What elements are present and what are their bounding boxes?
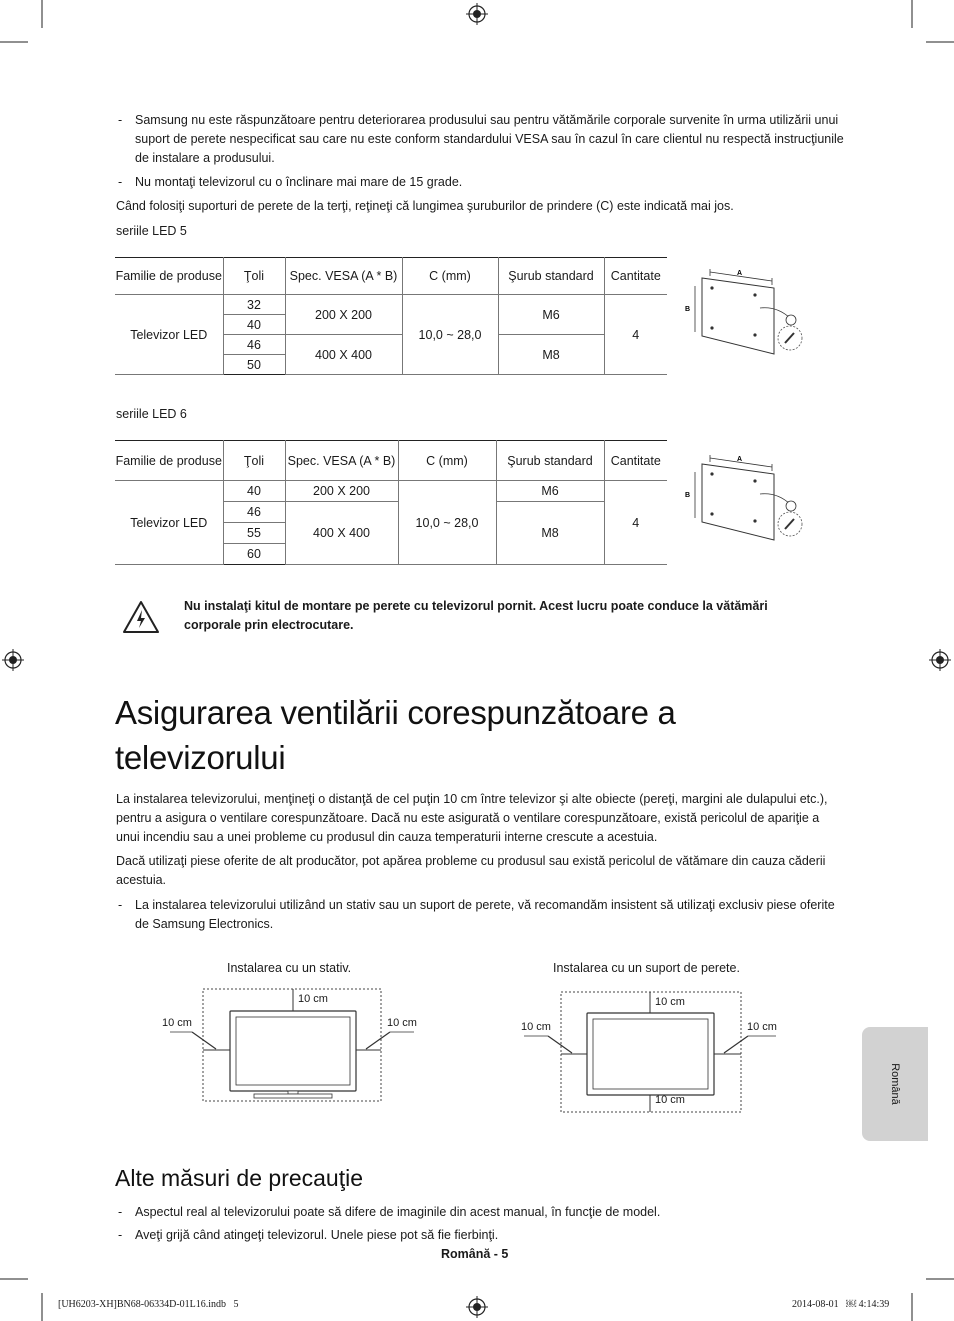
cell-vesa: 200 X 200: [285, 295, 402, 335]
cell-vesa: 400 X 400: [285, 335, 402, 375]
header-screw: Şurub standard: [496, 441, 604, 481]
spec-table-led6: [115, 440, 667, 565]
header-family: Familie de produse: [115, 441, 223, 481]
cell-size: 40: [223, 315, 285, 335]
ventilation-paragraph-2: Dacă utilizaţi piese oferite de alt producător, pot apărea probleme cu produsul sau există pericolul de vătămare din cauza căderii acestuia.: [116, 854, 826, 887]
cell-qty: 4: [604, 295, 667, 375]
cell-family: Televizor LED: [115, 481, 223, 565]
header-vesa: Spec. VESA (A * B): [285, 441, 398, 481]
side-tab-label: Română: [889, 1063, 901, 1105]
header-c: C (mm): [398, 441, 496, 481]
wall-bottom-gap: 10 cm: [655, 1094, 685, 1106]
cell-size: 60: [223, 544, 285, 565]
header-qty: Cantitate: [604, 258, 667, 295]
cell-screw: M8: [496, 502, 604, 565]
cell-size: 40: [223, 481, 285, 502]
caption-stand: Instalarea cu un stativ.: [227, 961, 352, 975]
cell-size: 50: [223, 355, 285, 375]
cell-size: 32: [223, 295, 285, 315]
warning-text: Nu instalaţi kitul de montare pe perete cu televizorul pornit. Acest lucru poate conduce la vătămări corporale prin electrocutare.: [184, 599, 768, 632]
wall-right-gap: 10 cm: [747, 1021, 777, 1033]
registration-mark-right-icon: [929, 649, 951, 671]
section-title-precautions: Alte măsuri de precauţie: [115, 1165, 364, 1191]
header-inches: Ţoli: [223, 258, 285, 295]
stand-right-gap: 10 cm: [387, 1017, 417, 1029]
header-screw: Şurub standard: [498, 258, 604, 295]
print-info-left: [UH6203-XH]BN68-06334D-01L16.indb 5: [58, 1299, 239, 1310]
wall-mount-diagram-led5: [682, 266, 807, 358]
registration-mark-bottom-icon: [466, 1296, 488, 1318]
caption-wall: Instalarea cu un suport de perete.: [553, 961, 740, 975]
intro-text: Când folosiţi suporturi de perete de la terţi, reţineţi că lungimea şuruburilor de prindere (C) este indicată mai jos.: [116, 199, 734, 213]
bullet-appearance: - Aspectul real al televizorului poate să difere de imaginile din acest manual, în funcţie de model.: [116, 1203, 847, 1222]
stand-top-gap: 10 cm: [298, 993, 328, 1005]
wall-mount-diagram-led6: [682, 452, 807, 544]
section-label-led6: seriile LED 6: [116, 407, 187, 421]
cell-qty: 4: [604, 481, 667, 565]
cell-c: 10,0 ~ 28,0: [402, 295, 498, 375]
registration-mark-top-icon: [466, 3, 488, 25]
label-a: A: [737, 456, 743, 463]
cell-vesa: 200 X 200: [285, 481, 398, 502]
cell-c: 10,0 ~ 28,0: [398, 481, 496, 565]
warning-icon: [122, 600, 160, 634]
cell-size: 55: [223, 523, 285, 544]
header-vesa: Spec. VESA (A * B): [285, 258, 402, 295]
header-family: Familie de produse: [115, 258, 223, 295]
wall-top-gap: 10 cm: [655, 996, 685, 1008]
cell-size: 46: [223, 502, 285, 523]
header-c: C (mm): [402, 258, 498, 295]
page-number: Română - 5: [441, 1247, 509, 1261]
page-title-ventilation: Asigurarea ventilării corespunzătoare a televizorului: [115, 694, 676, 776]
wall-left-gap: 10 cm: [521, 1021, 551, 1033]
cell-size: 46: [223, 335, 285, 355]
cell-screw: M6: [498, 295, 604, 335]
cell-vesa: 400 X 400: [285, 502, 398, 565]
ventilation-paragraph-1: La instalarea televizorului, menţineţi o distanţă de cel puţin 10 cm între televizor şi alte obiecte (pereţi, margini ale dulapului etc.), pentru a asigura o ventilare corespunzătoare. Dacă nu este asigurată o ventilare corespunzătoare, există pericolul de apariţie a unui incendiu sau a unei probleme cu produsul din cauza temperaturii interne crescute a acestuia.: [116, 792, 828, 844]
cell-family: Televizor LED: [115, 295, 223, 375]
label-b: B: [685, 492, 691, 499]
header-inches: Ţoli: [223, 441, 285, 481]
stand-left-gap: 10 cm: [162, 1017, 192, 1029]
bullet-samsung-parts: - La instalarea televizorului utilizând un stativ sau un suport de perete, vă recomandăm insistent să utilizaţi exclusiv piese oferite de Samsung Electronics.: [116, 896, 847, 934]
section-label-led5: seriile LED 5: [116, 224, 187, 238]
bullet-responsibility: - Samsung nu este răspunzătoare pentru deteriorarea produsului sau pentru vătămările corporale survenite în urma utilizării unui suport de perete nespecificat sau care nu este conform standardului VESA sau în cazul în care clientul nu respectă instrucţiunile de instalare a produsului.: [116, 111, 847, 168]
header-qty: Cantitate: [604, 441, 667, 481]
spec-table-led5: [115, 257, 667, 375]
print-info-right: 2014-08-01 ￼ 4:14:39: [792, 1299, 890, 1310]
bullet-tilt: - Nu montaţi televizorul cu o înclinare mai mare de 15 grade.: [116, 173, 847, 192]
cell-screw: M6: [496, 481, 604, 502]
label-b: B: [685, 306, 691, 313]
label-a: A: [737, 270, 743, 277]
registration-mark-left-icon: [2, 649, 24, 671]
stand-installation-diagram: [160, 985, 430, 1105]
bullet-hot-parts: - Aveţi grijă când atingeţi televizorul. Unele piese pot să fie fierbinţi.: [116, 1226, 847, 1245]
language-side-tab: [862, 1027, 928, 1141]
cell-screw: M8: [498, 335, 604, 375]
